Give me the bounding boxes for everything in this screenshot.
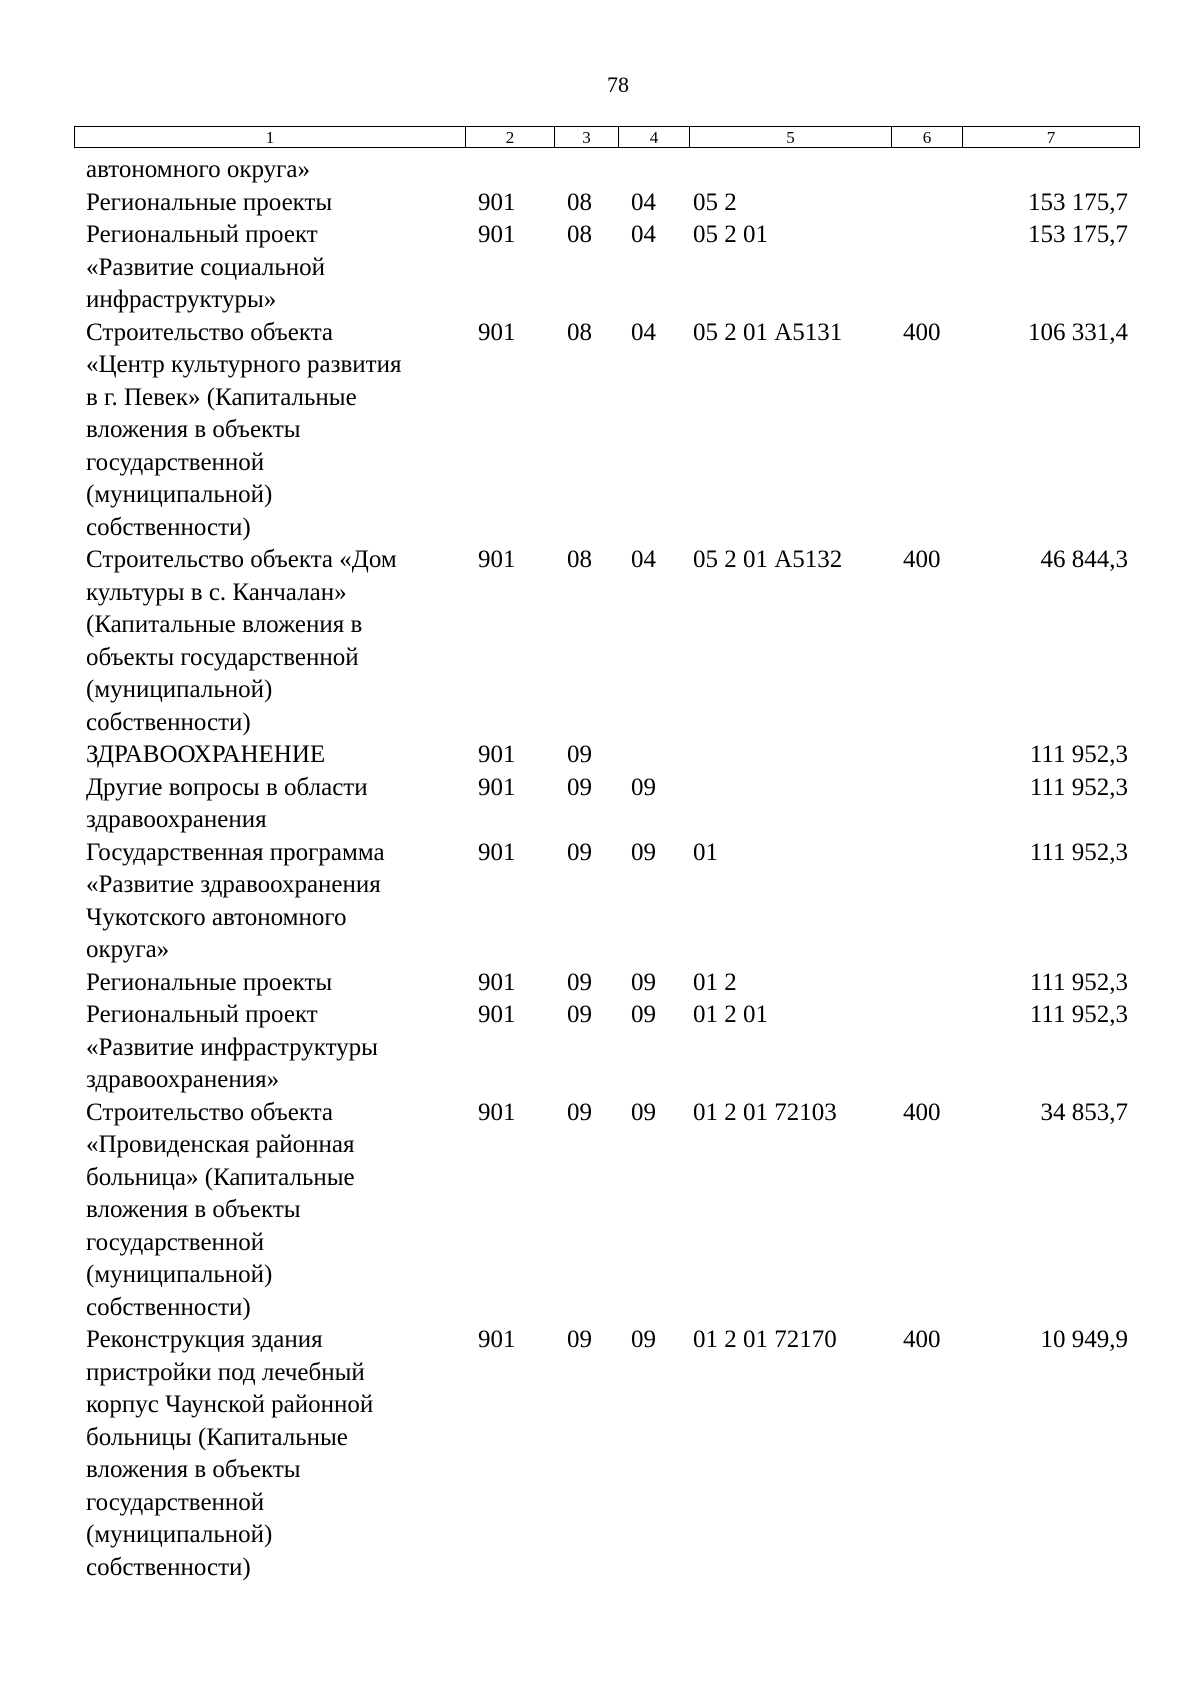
row-name-line: собственности) (86, 1293, 251, 1321)
section-code: 08 (567, 221, 592, 248)
row-name-line: государственной (86, 1228, 265, 1256)
amount: 34 853,7 (1040, 1098, 1128, 1126)
subsection-code: 09 (631, 968, 656, 996)
row-name-line: Чукотского автономного (86, 903, 347, 931)
row-name-line: «Провиденская районная (86, 1131, 355, 1158)
row-name-line: Региональные проекты (86, 968, 333, 996)
amount: 111 952,3 (1029, 838, 1128, 866)
row-name (74, 967, 465, 1000)
admin-code: 901 (478, 838, 516, 866)
admin-code: 901 (478, 968, 516, 996)
target-article-code: 01 (693, 838, 718, 866)
row-name-line: Строительство объекта «Дом (86, 546, 397, 573)
target-article-code: 01 2 01 72103 (693, 1098, 837, 1126)
column-header-2: 2 (466, 127, 555, 147)
row-name-line: собственности) (86, 1553, 251, 1581)
target-article-code: 05 2 01 А5132 (693, 546, 843, 573)
row-name (74, 317, 465, 545)
subsection-code: 09 (631, 1098, 656, 1126)
section-code: 09 (567, 1326, 592, 1353)
row-name (74, 1324, 465, 1584)
table-row (74, 317, 1140, 545)
row-name-line: Другие вопросы в области (86, 773, 368, 801)
table-row (74, 837, 1140, 967)
row-name-line: Региональный проект (86, 221, 318, 248)
expense-type-code (891, 154, 962, 187)
row-name (74, 739, 465, 772)
expense-type-code (891, 967, 962, 1000)
target-article-code (689, 739, 891, 772)
expense-type-code (891, 772, 962, 837)
row-name-line: «Развитие здравоохранения (86, 871, 381, 898)
row-name-line: (муниципальной) (86, 1261, 273, 1288)
target-article-code: 05 2 (693, 188, 737, 216)
subsection-code: 09 (631, 1001, 656, 1028)
row-name (74, 837, 465, 967)
expense-type-code: 400 (903, 318, 941, 346)
column-header-1: 1 (75, 127, 466, 147)
table-row (74, 219, 1140, 317)
amount: 153 175,7 (1028, 221, 1128, 248)
column-header-5: 5 (690, 127, 892, 147)
row-name-line: вложения в объекты (86, 416, 301, 443)
column-header-4: 4 (619, 127, 690, 147)
row-name-line: Строительство объекта (86, 318, 334, 346)
subsection-code: 04 (631, 188, 656, 216)
row-name-line: в г. Певек» (Капитальные (86, 383, 357, 411)
amount: 106 331,4 (1028, 318, 1128, 346)
row-name-line: собственности) (86, 708, 251, 736)
amount: 46 844,3 (1040, 546, 1128, 573)
target-article-code: 01 2 01 (693, 1001, 768, 1028)
row-name-line: (муниципальной) (86, 1521, 273, 1548)
row-name (74, 154, 465, 187)
table-row (74, 154, 1140, 187)
expense-type-code (891, 739, 962, 772)
expense-type-code (891, 999, 962, 1097)
column-header-3: 3 (555, 127, 619, 147)
expense-type-code: 400 (903, 1098, 941, 1126)
subsection-code: 09 (631, 773, 656, 801)
table-row (74, 772, 1140, 837)
section-code: 09 (567, 968, 592, 996)
section-code: 09 (567, 1098, 592, 1126)
row-name-line: (муниципальной) (86, 676, 273, 703)
expense-type-code (891, 837, 962, 967)
amount: 111 952,3 (1029, 773, 1128, 801)
target-article-code: 05 2 01 (693, 221, 768, 248)
table-row (74, 544, 1140, 739)
section-code: 09 (567, 773, 592, 801)
row-name-line: (муниципальной) (86, 481, 273, 508)
section-code: 09 (567, 741, 592, 768)
expense-type-code: 400 (903, 546, 941, 573)
row-name (74, 1097, 465, 1325)
row-name (74, 219, 465, 317)
admin-code: 901 (478, 773, 516, 801)
row-name-line: «Развитие социальной (86, 253, 326, 281)
table-row (74, 999, 1140, 1097)
admin-code: 901 (478, 188, 516, 216)
row-name (74, 544, 465, 739)
row-name-line: корпус Чаунской районной (86, 1391, 374, 1418)
row-name (74, 999, 465, 1097)
amount: 10 949,9 (1040, 1326, 1128, 1353)
row-name-line: собственности) (86, 513, 251, 541)
row-name-line: здравоохранения» (86, 1066, 280, 1093)
table-row (74, 187, 1140, 220)
row-name-line: государственной (86, 1488, 265, 1516)
admin-code: 901 (478, 318, 516, 346)
admin-code: 901 (478, 1098, 516, 1126)
target-article-code: 01 2 01 72170 (693, 1326, 837, 1353)
table-row (74, 1324, 1140, 1584)
admin-code: 901 (478, 1326, 516, 1353)
section-code (554, 154, 618, 187)
row-name-line: инфраструктуры» (86, 286, 277, 313)
subsection-code: 04 (631, 546, 656, 573)
admin-code: 901 (478, 1001, 516, 1028)
section-code: 08 (567, 546, 592, 573)
row-name-line: округа» (86, 936, 170, 963)
admin-code: 901 (478, 221, 516, 248)
row-name-line: объекты государственной (86, 643, 359, 671)
row-name-line: государственной (86, 448, 265, 476)
target-article-code (689, 772, 891, 837)
column-header-6: 6 (892, 127, 963, 147)
row-name-line: вложения в объекты (86, 1196, 301, 1223)
amount: 111 952,3 (1029, 968, 1128, 996)
section-code: 08 (567, 318, 592, 346)
row-name-line: вложения в объекты (86, 1456, 301, 1483)
row-name-line: Государственная программа (86, 838, 385, 866)
row-name-line: Региональные проекты (86, 188, 333, 216)
admin-code: 901 (478, 741, 516, 768)
row-name-line: Реконструкция здания (86, 1326, 323, 1353)
column-header-row (74, 126, 1140, 148)
row-name-line: ЗДРАВООХРАНЕНИЕ (86, 741, 326, 768)
row-name-line: культуры в с. Канчалан» (86, 578, 347, 606)
table-row (74, 739, 1140, 772)
row-name-line: пристройки под лечебный (86, 1358, 365, 1386)
row-name-line: (Капитальные вложения в (86, 611, 363, 638)
row-name-line: здравоохранения (86, 806, 267, 833)
admin-code (465, 154, 554, 187)
row-name-line: Строительство объекта (86, 1098, 334, 1126)
budget-table-body (74, 154, 1140, 1584)
subsection-code (618, 739, 689, 772)
expense-type-code: 400 (903, 1326, 941, 1353)
target-article-code: 05 2 01 А5131 (693, 318, 843, 346)
row-name (74, 772, 465, 837)
row-name-line: больницы (Капитальные (86, 1423, 348, 1451)
amount (962, 154, 1140, 187)
row-name (74, 187, 465, 220)
expense-type-code (891, 219, 962, 317)
amount: 111 952,3 (1029, 1001, 1128, 1028)
row-name-line: «Развитие инфраструктуры (86, 1033, 378, 1061)
column-header-7: 7 (1046, 128, 1056, 147)
row-name-line: «Центр культурного развития (86, 351, 402, 378)
section-code: 09 (567, 838, 592, 866)
amount: 111 952,3 (1029, 741, 1128, 768)
row-name-line: Региональный проект (86, 1001, 318, 1028)
page-number: 78 (607, 72, 629, 97)
admin-code: 901 (478, 546, 516, 573)
expense-type-code (891, 187, 962, 220)
subsection-code: 09 (631, 1326, 656, 1353)
section-code: 09 (567, 1001, 592, 1028)
target-article-code (689, 154, 891, 187)
subsection-code (618, 154, 689, 187)
subsection-code: 04 (631, 221, 656, 248)
section-code: 08 (567, 188, 592, 216)
row-name-line: больница» (Капитальные (86, 1163, 355, 1191)
subsection-code: 09 (631, 838, 656, 866)
subsection-code: 04 (631, 318, 656, 346)
table-row (74, 967, 1140, 1000)
amount: 153 175,7 (1028, 188, 1128, 216)
table-row (74, 1097, 1140, 1325)
row-name-line: автономного округа» (86, 156, 311, 183)
target-article-code: 01 2 (693, 968, 737, 996)
